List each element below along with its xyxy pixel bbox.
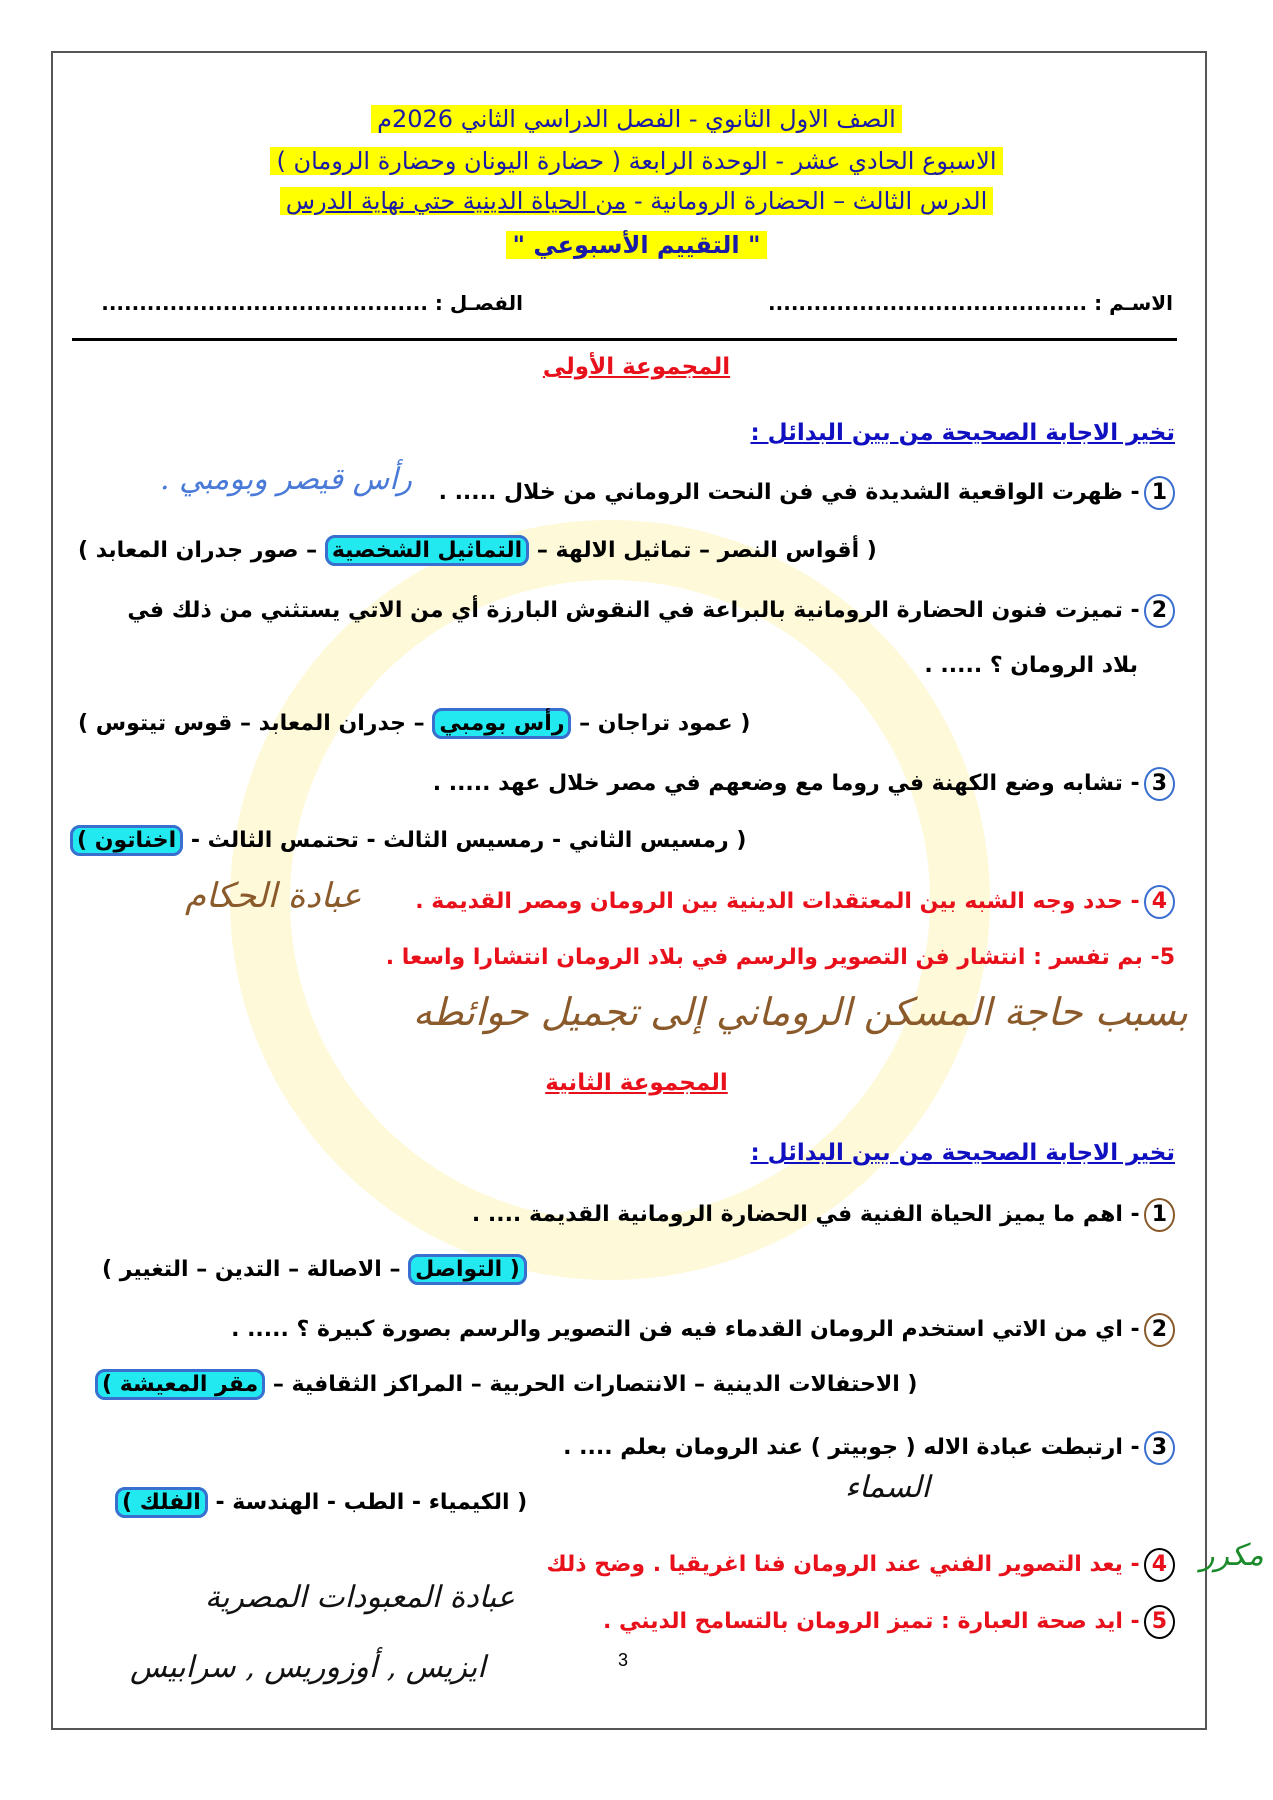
g1-q2-cont: بلاد الرومان ؟ ..... . [924, 653, 1138, 678]
group1-title: المجموعة الأولى [542, 354, 731, 380]
g1-q2: 2- تميزت فنون الحضارة الرومانية بالبراعة في النقوش البارزة أي من الاتي يستثني من ذلك في [127, 594, 1175, 628]
group2-title: المجموعة الثانية [545, 1070, 728, 1096]
g2-q4: 4- يعد التصوير الفني عند الرومان فنا اغريقيا . وضح ذلك [547, 1548, 1175, 1582]
g1-q1: 1- ظهرت الواقعية الشديدة في فن النحت الروماني من خلال ..... . [439, 476, 1175, 510]
g1-q4-handwritten-answer: عبادة الحكام [185, 876, 362, 916]
g1-q3-options: ( رمسيس الثاني - رمسيس الثالث - تحتمس الثالث - اخناتون ) [70, 826, 746, 856]
g2-q2-options: ( الاحتفالات الدينية – الانتصارات الحربية – المراكز الثقافية – مقر المعيشة ) [95, 1370, 917, 1400]
group2-instruction: تخير الاجابة الصحيحة من بين البدائل : [750, 1140, 1175, 1166]
g2-q1-options: ( التواصل – الاصالة – التدين – التغيير ) [102, 1255, 527, 1285]
class-field[interactable]: الفصـل : ........................................... [101, 291, 523, 315]
g2-q1: 1- اهم ما يميز الحياة الفنية في الحضارة الرومانية القديمة .... . [472, 1198, 1175, 1232]
divider [72, 338, 1177, 341]
header-line-3: الدرس الثالث – الحضارة الرومانية - من الحياة الدينية حتي نهاية الدرس [0, 186, 1273, 216]
page-number: 3 [618, 1650, 629, 1670]
g1-q5: 5- بم تفسر : انتشار فن التصوير والرسم في بلاد الرومان انتشارا واسعا . [385, 945, 1175, 970]
g1-q4: 4- حدد وجه الشبه بين المعتقدات الدينية بين الرومان ومصر القديمة . [415, 885, 1175, 919]
g2-q3: 3- ارتبطت عبادة الاله ( جوبيتر ) عند الرومان بعلم .... . [563, 1431, 1175, 1465]
header-line-1: الصف الاول الثانوي - الفصل الدراسي الثاني 2026م [0, 104, 1273, 134]
g1-q2-options: ( عمود تراجان – رأس بومبي – جدران المعابد – قوس تيتوس ) [78, 709, 750, 739]
header-line-2: الاسبوع الحادي عشر - الوحدة الرابعة ( حضارة اليونان وحضارة الرومان ) [0, 146, 1273, 176]
g2-q5-handwritten-list: ايزيس , أوزوريس , سرابيس [130, 1650, 486, 1685]
g2-q2: 2- اي من الاتي استخدم الرومان القدماء فيه فن التصوير والرسم بصورة كبيرة ؟ ..... . [231, 1313, 1175, 1347]
g2-q3-handwritten-answer: السماء [845, 1470, 930, 1505]
name-field[interactable]: الاسـم : .......................................... [768, 291, 1173, 315]
assessment-title: " التقييم الأسبوعي " [0, 230, 1273, 260]
g1-q1-handwritten-answer: رأس قيصر وبومبي . [160, 462, 413, 497]
g1-q1-options: ( أقواس النصر – تماثيل الالهة – التماثيل الشخصية – صور جدران المعابد ) [78, 536, 877, 566]
g1-q5-handwritten-answer: بسبب حاجة المسكن الروماني إلى تجميل حوائطه [412, 990, 1188, 1034]
g2-q3-options: ( الكيمياء - الطب - الهندسة - الفلك ) [115, 1488, 527, 1518]
g2-q5-handwritten-answer: عبادة المعبودات المصرية [205, 1580, 515, 1615]
repeated-margin-note: مكرر [1200, 1538, 1264, 1573]
group1-instruction: تخير الاجابة الصحيحة من بين البدائل : [750, 420, 1175, 446]
g2-q5: 5- ايد صحة العبارة : تميز الرومان بالتسامح الديني . [603, 1605, 1175, 1639]
g1-q3: 3- تشابه وضع الكهنة في روما مع وضعهم في مصر خلال عهد ..... . [433, 767, 1175, 801]
